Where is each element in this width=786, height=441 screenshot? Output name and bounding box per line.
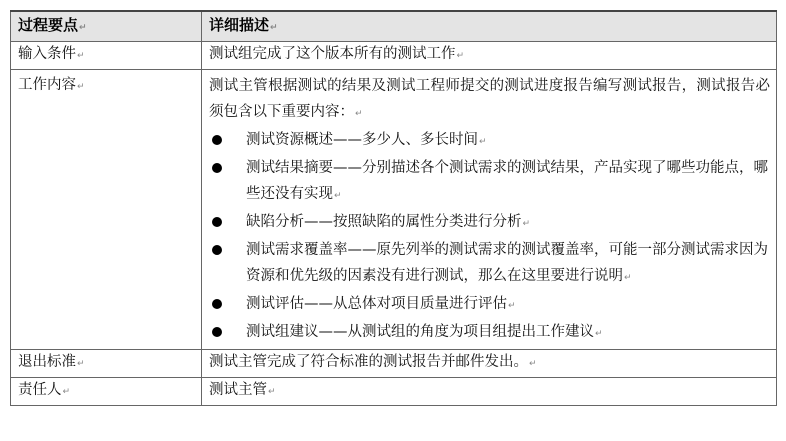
bullet-icon (212, 245, 222, 255)
header-process-point (11, 11, 202, 42)
table-row-exit-criteria (11, 350, 777, 378)
row-detail-owner (202, 378, 777, 406)
paragraph-mark-icon: ↵ (334, 191, 342, 201)
table-row-work-content (11, 70, 777, 350)
list-item (209, 237, 776, 291)
paragraph-mark-icon: ↵ (270, 23, 278, 33)
paragraph-mark-icon: ↵ (79, 23, 87, 33)
row-label-owner (11, 378, 202, 406)
paragraph-mark-icon: ↵ (268, 387, 276, 397)
row-detail-text: 测试主管完成了符合标准的测试报告并邮件发出。 (209, 354, 528, 370)
bullet-icon (212, 299, 222, 309)
bullet-icon (212, 163, 222, 173)
paragraph-mark-icon: ↵ (355, 109, 363, 119)
paragraph-mark-icon: ↵ (77, 51, 85, 61)
list-item-text: 测试需求覆盖率——原先列举的测试需求的测试覆盖率，可能一部分测试需求因为资源和优先级的因素没有进行测试，那么在这里要进行说明 (246, 242, 768, 284)
work-bullet-list (209, 127, 776, 347)
row-detail-exit-criteria (202, 350, 777, 378)
bullet-icon (212, 135, 222, 145)
list-item-text: 缺陷分析——按照缺陷的属性分类进行分析 (246, 214, 522, 230)
header-row (11, 11, 777, 42)
paragraph-mark-icon: ↵ (624, 273, 632, 283)
bullet-icon (212, 217, 222, 227)
row-label-text: 退出标准 (18, 354, 76, 370)
list-item (209, 209, 776, 237)
row-detail-input-condition (202, 42, 777, 70)
row-label-text: 工作内容 (18, 77, 76, 93)
table-row-owner (11, 378, 777, 406)
paragraph-mark-icon: ↵ (77, 82, 85, 92)
list-item-text: 测试资源概述——多少人、多长时间 (246, 132, 478, 148)
paragraph-mark-icon: ↵ (595, 329, 603, 339)
list-item-text: 测试组建议——从测试组的角度为项目组提出工作建议 (246, 324, 594, 340)
row-label-work-content (11, 70, 202, 350)
row-detail-work-content (202, 70, 777, 350)
row-label-text: 输入条件 (18, 46, 76, 62)
row-label-text: 责任人 (18, 382, 62, 398)
work-intro-paragraph (209, 73, 776, 127)
list-item (209, 291, 776, 319)
list-item (209, 155, 776, 209)
table-body (11, 42, 777, 406)
table-row-input-condition (11, 42, 777, 70)
row-detail-text: 测试主管 (209, 382, 267, 398)
header-detail-description-text: 详细描述 (209, 16, 270, 34)
list-item-text: 测试结果摘要——分别描述各个测试需求的测试结果，产品实现了哪些功能点，哪些还没有实现 (246, 160, 768, 202)
paragraph-mark-icon: ↵ (522, 219, 531, 229)
row-detail-text: 测试组完成了这个版本所有的测试工作 (209, 46, 456, 62)
paragraph-mark-icon: ↵ (479, 137, 487, 147)
header-process-point-text: 过程要点 (18, 16, 79, 34)
list-item (209, 319, 776, 347)
process-table (10, 10, 777, 406)
bullet-icon (212, 327, 222, 337)
table-header (11, 11, 777, 42)
paragraph-mark-icon: ↵ (529, 359, 537, 369)
paragraph-mark-icon: ↵ (456, 51, 465, 61)
list-item (209, 127, 776, 155)
list-item-text: 测试评估——从总体对项目质量进行评估 (246, 296, 507, 312)
paragraph-mark-icon: ↵ (62, 387, 71, 397)
row-label-exit-criteria (11, 350, 202, 378)
paragraph-mark-icon: ↵ (77, 359, 85, 369)
row-label-input-condition (11, 42, 202, 70)
header-detail-description (202, 11, 777, 42)
work-intro-text: 测试主管根据测试的结果及测试工程师提交的测试进度报告编写测试报告，测试报告必须包含以下重要内容： (209, 78, 770, 120)
paragraph-mark-icon: ↵ (508, 301, 516, 311)
